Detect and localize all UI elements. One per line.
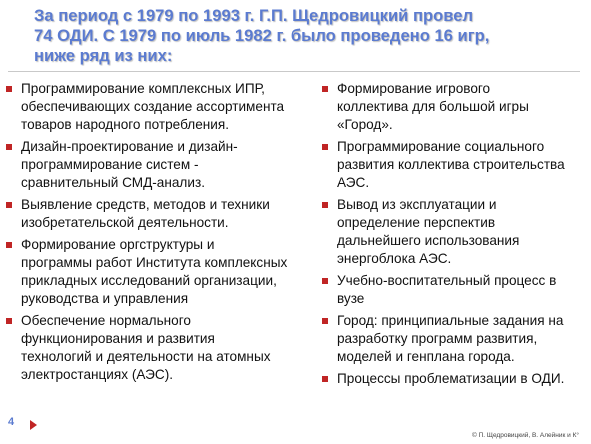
slide-title [34,6,586,66]
square-bullet-icon [322,86,328,92]
list-item-text: функционирования и развития [21,331,215,346]
list-item [322,196,587,268]
list-item-text: развития коллектива строительства [337,157,565,172]
list-item-text: прикладных исследований организации, [21,273,277,288]
list-item [6,138,306,192]
list-item-text: АЭС. [337,175,370,190]
square-bullet-icon [6,144,12,150]
right-bullet-list [322,80,587,392]
list-item-text: Процессы проблематизации в ОДИ. [337,371,565,386]
list-item-text: руководства и управления [21,291,189,306]
triangle-marker-icon [30,420,37,430]
square-bullet-icon [322,376,328,382]
square-bullet-icon [322,278,328,284]
list-item-text: «Город». [337,117,393,132]
left-bullet-list [6,80,306,388]
list-item-text: вузе [337,291,365,306]
square-bullet-icon [322,202,328,208]
list-item-text: сравнительный СМД-анализ. [21,175,205,190]
list-item-text: определение перспектив [337,215,496,230]
list-item-text: энергоблока АЭС. [337,251,452,266]
list-item [322,370,587,388]
list-item-text: обеспечивающих создание ассортимента [21,99,285,114]
list-item-text: моделей и генплана города. [337,349,515,364]
square-bullet-icon [322,144,328,150]
square-bullet-icon [6,242,12,248]
square-bullet-icon [6,318,12,324]
list-item-text: дальнейшего использования [337,233,520,248]
list-item-text: Дизайн-проектирование и дизайн- [21,139,238,154]
list-item-text: Учебно-воспитательный процесс в [337,273,557,288]
list-item-text: программирование систем - [21,157,199,172]
list-item [322,138,587,192]
list-item-text: технологий и деятельности на атомных [21,349,271,364]
list-item [6,196,306,232]
list-item [6,312,306,384]
list-item-text: изобретательской деятельности. [21,215,229,230]
list-item-text: Формирование игрового [337,81,491,96]
title-divider [8,71,580,72]
title-line: За период с 1979 по 1993 г. Г.П. Щедровицкий провел [34,6,474,25]
list-item-text: электростанциях (АЭС). [21,367,174,382]
list-item-text: Вывод из эксплуатации и [337,197,497,212]
list-item [6,236,306,308]
square-bullet-icon [322,318,328,324]
list-item-text: Программирование комплексных ИПР, [21,81,265,96]
list-item-text: разработку программ развития, [337,331,538,346]
list-item-text: программы работ Института комплексных [21,255,288,270]
list-item-text: Формирование оргструктуры и [21,237,215,252]
list-item-text: Обеспечение нормального [21,313,191,328]
list-item [322,312,587,366]
list-item-text: товаров народного потребления. [21,117,229,132]
square-bullet-icon [6,202,12,208]
list-item-text: Программирование социального [337,139,545,154]
list-item [322,80,587,134]
list-item-text: Город: принципиальные задания на [337,313,564,328]
title-line: ниже ряд из них: [34,46,173,65]
list-item [6,80,306,134]
page-number: 4 [8,416,15,428]
square-bullet-icon [6,86,12,92]
title-line: 74 ОДИ. С 1979 по июль 1982 г. было проведено 16 игр, [34,26,490,45]
list-item-text: коллектива для большой игры [337,99,529,114]
list-item [322,272,587,308]
list-item-text: Выявление средств, методов и техники [21,197,270,212]
copyright-note: © П. Щедровицкий, В. Алейник и К° [471,432,579,439]
